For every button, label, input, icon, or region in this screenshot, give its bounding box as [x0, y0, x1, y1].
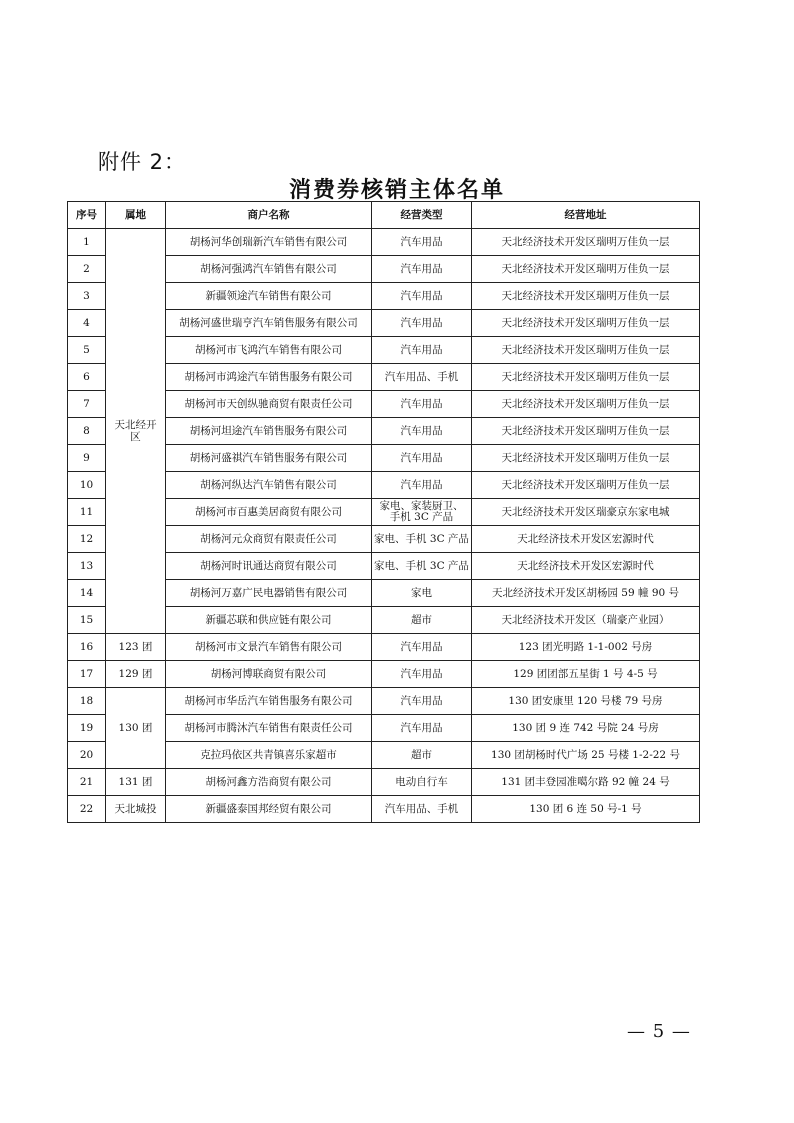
cell-type: 汽车用品、手机 — [372, 364, 472, 391]
cell-name: 胡杨河万嘉广民电器销售有限公司 — [166, 580, 372, 607]
cell-address: 天北经济技术开发区瑞明万佳负一层 — [472, 472, 700, 499]
cell-seq: 1 — [68, 229, 106, 256]
table-row — [68, 796, 700, 823]
cell-seq: 19 — [68, 715, 106, 742]
cell-area: 天北经开区 — [106, 229, 166, 634]
cell-name: 新疆领途汽车销售有限公司 — [166, 283, 372, 310]
header-type: 经营类型 — [372, 202, 472, 229]
cell-name: 胡杨河市百惠美居商贸有限公司 — [166, 499, 372, 526]
cell-type: 家电、家装厨卫、手机 3C 产品 — [372, 499, 472, 526]
cell-area: 天北城投 — [106, 796, 166, 823]
cell-type: 超市 — [372, 742, 472, 769]
cell-type: 汽车用品 — [372, 418, 472, 445]
cell-type: 家电 — [372, 580, 472, 607]
cell-type: 汽车用品 — [372, 445, 472, 472]
cell-type: 汽车用品 — [372, 310, 472, 337]
cell-name: 胡杨河盛世瑞亨汽车销售服务有限公司 — [166, 310, 372, 337]
attachment-label: 附件 2： — [98, 150, 187, 174]
cell-seq: 21 — [68, 769, 106, 796]
cell-name: 新疆芯联和供应链有限公司 — [166, 607, 372, 634]
cell-type: 汽车用品 — [372, 256, 472, 283]
cell-name: 克拉玛依区共青镇喜乐家超市 — [166, 742, 372, 769]
table-row — [68, 769, 700, 796]
cell-address: 天北经济技术开发区瑞明万佳负一层 — [472, 445, 700, 472]
cell-address: 130 团 6 连 50 号-1 号 — [472, 796, 700, 823]
cell-type: 汽车用品 — [372, 715, 472, 742]
cell-seq: 13 — [68, 553, 106, 580]
cell-address: 天北经济技术开发区胡杨园 59 幢 90 号 — [472, 580, 700, 607]
header-area: 属地 — [106, 202, 166, 229]
cell-address: 123 团光明路 1-1-002 号房 — [472, 634, 700, 661]
cell-address: 天北经济技术开发区瑞明万佳负一层 — [472, 337, 700, 364]
table-row — [68, 229, 700, 256]
cell-name: 胡杨河华创瑞新汽车销售有限公司 — [166, 229, 372, 256]
header-name: 商户名称 — [166, 202, 372, 229]
cell-address: 130 团胡杨时代广场 25 号楼 1-2-22 号 — [472, 742, 700, 769]
cell-seq: 5 — [68, 337, 106, 364]
cell-name: 胡杨河鑫方浩商贸有限公司 — [166, 769, 372, 796]
cell-seq: 22 — [68, 796, 106, 823]
cell-name: 胡杨河元众商贸有限责任公司 — [166, 526, 372, 553]
cell-address: 131 团丰登园准噶尔路 92 幢 24 号 — [472, 769, 700, 796]
cell-address: 天北经济技术开发区瑞明万佳负一层 — [472, 364, 700, 391]
cell-seq: 6 — [68, 364, 106, 391]
cell-area: 131 团 — [106, 769, 166, 796]
cell-name: 胡杨河强鸿汽车销售有限公司 — [166, 256, 372, 283]
cell-seq: 20 — [68, 742, 106, 769]
cell-name: 胡杨河市文景汽车销售有限公司 — [166, 634, 372, 661]
cell-type: 汽车用品 — [372, 688, 472, 715]
cell-address: 天北经济技术开发区瑞明万佳负一层 — [472, 229, 700, 256]
cell-seq: 17 — [68, 661, 106, 688]
cell-type: 汽车用品 — [372, 229, 472, 256]
cell-address: 天北经济技术开发区（瑞豪产业园） — [472, 607, 700, 634]
cell-type: 汽车用品 — [372, 634, 472, 661]
cell-name: 胡杨河坦途汽车销售服务有限公司 — [166, 418, 372, 445]
cell-name: 胡杨河盛祺汽车销售服务有限公司 — [166, 445, 372, 472]
cell-seq: 15 — [68, 607, 106, 634]
cell-seq: 12 — [68, 526, 106, 553]
cell-seq: 16 — [68, 634, 106, 661]
cell-name: 胡杨河市天创纵驰商贸有限责任公司 — [166, 391, 372, 418]
cell-type: 汽车用品 — [372, 337, 472, 364]
cell-seq: 2 — [68, 256, 106, 283]
cell-type: 家电、手机 3C 产品 — [372, 553, 472, 580]
cell-type: 家电、手机 3C 产品 — [372, 526, 472, 553]
table-row — [68, 661, 700, 688]
table-row — [68, 634, 700, 661]
cell-address: 天北经济技术开发区宏源时代 — [472, 553, 700, 580]
cell-name: 胡杨河市华岳汽车销售服务有限公司 — [166, 688, 372, 715]
header-address: 经营地址 — [472, 202, 700, 229]
header-seq: 序号 — [68, 202, 106, 229]
cell-address: 天北经济技术开发区瑞豪京东家电城 — [472, 499, 700, 526]
cell-address: 天北经济技术开发区瑞明万佳负一层 — [472, 256, 700, 283]
cell-address: 天北经济技术开发区瑞明万佳负一层 — [472, 310, 700, 337]
cell-name: 胡杨河市腾沐汽车销售有限责任公司 — [166, 715, 372, 742]
cell-type: 超市 — [372, 607, 472, 634]
cell-type: 汽车用品 — [372, 472, 472, 499]
document-title: 消费券核销主体名单 — [288, 178, 505, 203]
cell-type: 汽车用品 — [372, 283, 472, 310]
cell-name: 胡杨河时讯通达商贸有限公司 — [166, 553, 372, 580]
cell-area: 123 团 — [106, 634, 166, 661]
cell-seq: 3 — [68, 283, 106, 310]
cell-seq: 8 — [68, 418, 106, 445]
cell-name: 胡杨河博联商贸有限公司 — [166, 661, 372, 688]
cell-name: 胡杨河市鸿途汽车销售服务有限公司 — [166, 364, 372, 391]
cell-type: 汽车用品、手机 — [372, 796, 472, 823]
cell-address: 天北经济技术开发区瑞明万佳负一层 — [472, 283, 700, 310]
cell-seq: 10 — [68, 472, 106, 499]
page-number: — 5 — — [627, 1021, 691, 1042]
cell-address: 天北经济技术开发区瑞明万佳负一层 — [472, 418, 700, 445]
cell-name: 胡杨河市飞鸿汽车销售有限公司 — [166, 337, 372, 364]
cell-seq: 14 — [68, 580, 106, 607]
cell-seq: 4 — [68, 310, 106, 337]
cell-address: 130 团安康里 120 号楼 79 号房 — [472, 688, 700, 715]
cell-seq: 18 — [68, 688, 106, 715]
cell-area: 129 团 — [106, 661, 166, 688]
cell-seq: 11 — [68, 499, 106, 526]
cell-address: 天北经济技术开发区瑞明万佳负一层 — [472, 391, 700, 418]
cell-seq: 9 — [68, 445, 106, 472]
cell-address: 129 团团部五星街 1 号 4-5 号 — [472, 661, 700, 688]
cell-address: 130 团 9 连 742 号院 24 号房 — [472, 715, 700, 742]
cell-name: 胡杨河纵达汽车销售有限公司 — [166, 472, 372, 499]
cell-type: 汽车用品 — [372, 391, 472, 418]
merchant-table — [67, 201, 700, 823]
cell-type: 汽车用品 — [372, 661, 472, 688]
table-header-row — [68, 202, 700, 229]
cell-seq: 7 — [68, 391, 106, 418]
cell-type: 电动自行车 — [372, 769, 472, 796]
cell-name: 新疆盛泰国邦经贸有限公司 — [166, 796, 372, 823]
cell-address: 天北经济技术开发区宏源时代 — [472, 526, 700, 553]
cell-area: 130 团 — [106, 688, 166, 769]
table-row — [68, 688, 700, 715]
